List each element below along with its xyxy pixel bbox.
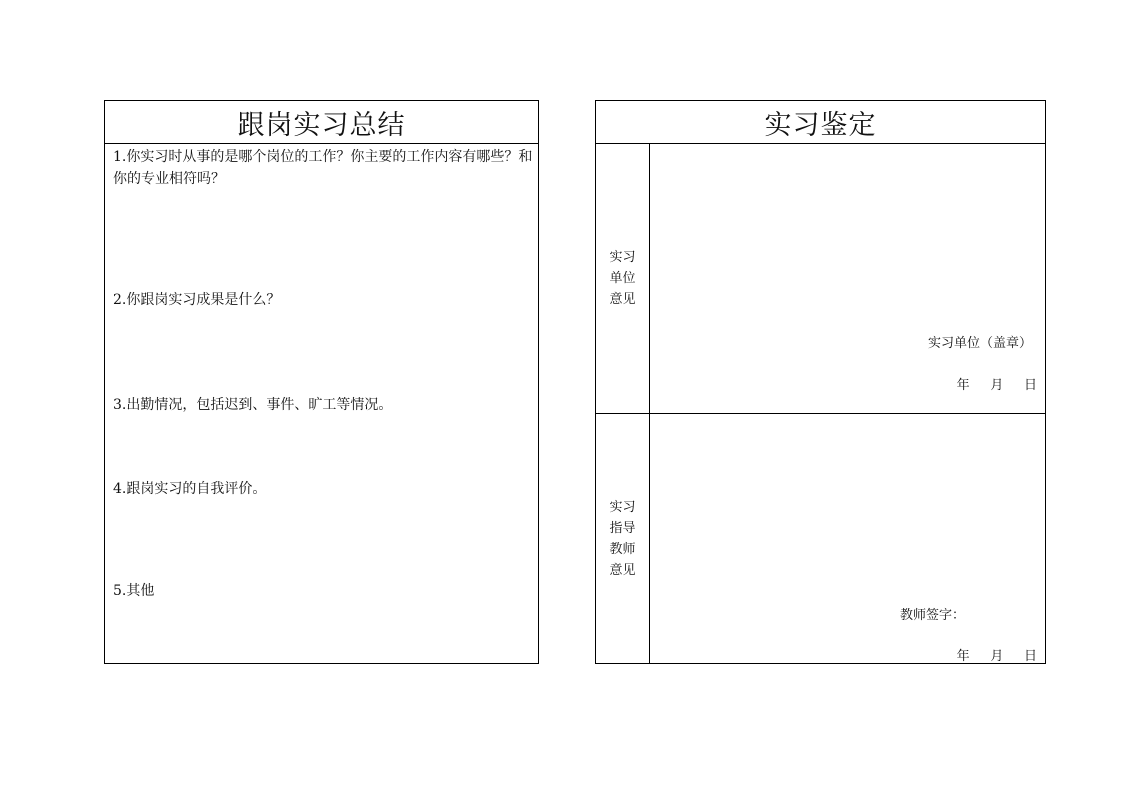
teacher-label-line: 实习 (609, 499, 636, 515)
appraisal-title: 实习鉴定 (596, 101, 1045, 144)
teacher-signature-label: 教师签字： (899, 608, 965, 623)
unit-label-line: 单位 (609, 271, 636, 286)
unit-opinion-label (596, 144, 650, 413)
question-3: 3.出勤情况，包括迟到、事件、旷工等情况。 (113, 397, 393, 413)
question-5: 5.其他 (113, 583, 155, 599)
unit-stamp-label: 实习单位（盖章） (927, 336, 1032, 351)
question-1: 1.你实习时从事的是哪个岗位的工作？你主要的工作内容有哪些？和你的专业相符吗？ (113, 149, 533, 187)
teacher-opinion-row (596, 414, 1045, 663)
teacher-date-label: 年 月 日 (956, 649, 1037, 664)
teacher-label-line: 指导 (609, 520, 636, 536)
unit-label-line: 意见 (609, 292, 636, 307)
question-2: 2.你跟岗实习成果是什么？ (113, 292, 281, 308)
internship-summary-form (104, 100, 539, 664)
teacher-label-line: 教师 (609, 541, 636, 557)
question-4: 4.跟岗实习的自我评价。 (113, 481, 267, 497)
unit-label-line: 实习 (609, 250, 636, 265)
unit-opinion-row (596, 144, 1045, 414)
internship-appraisal-form (595, 100, 1046, 664)
unit-date-label: 年 月 日 (956, 378, 1037, 393)
teacher-label-line: 意见 (609, 562, 636, 578)
teacher-opinion-label (596, 414, 650, 663)
summary-title: 跟岗实习总结 (105, 101, 538, 144)
